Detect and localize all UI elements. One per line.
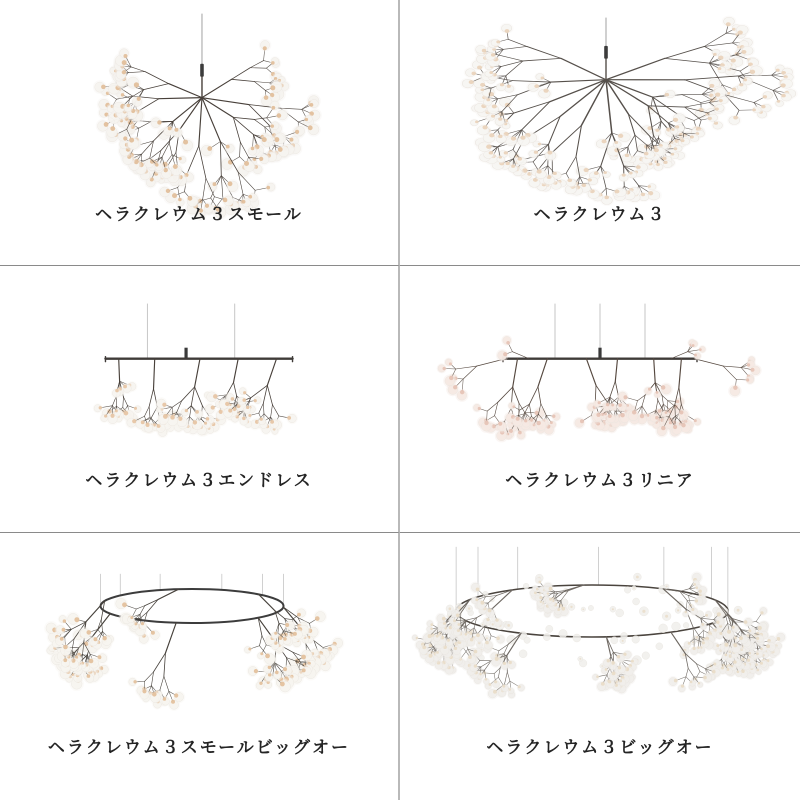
product-image	[0, 0, 398, 265]
product-card-heracleum-big-o[interactable]	[400, 533, 800, 800]
product-name: ヘラクレウム３リニア	[505, 471, 695, 490]
product-image	[400, 533, 800, 800]
product-card-heracleum-3[interactable]	[400, 0, 800, 266]
chandelier-illustration-ring-small	[0, 533, 398, 800]
product-card-heracleum-endless[interactable]	[0, 266, 400, 533]
product-image	[0, 266, 398, 532]
product-name: ヘラクレウム３スモールビッグオー	[47, 738, 351, 757]
product-image	[400, 0, 800, 265]
chandelier-illustration-radial-small	[0, 0, 398, 265]
chandelier-illustration-bar-long	[400, 266, 800, 532]
chandelier-illustration-radial	[400, 0, 800, 265]
product-name: ヘラクレウム３スモール	[95, 205, 303, 224]
product-card-heracleum-linear[interactable]	[400, 266, 800, 533]
product-name: ヘラクレウム３	[533, 205, 667, 224]
product-card-heracleum-small[interactable]	[0, 0, 400, 266]
product-name: ヘラクレウム３エンドレス	[85, 471, 313, 490]
product-name: ヘラクレウム３ビッグオー	[486, 738, 714, 757]
chandelier-illustration-ring-large	[400, 533, 800, 800]
product-image	[0, 533, 398, 800]
chandelier-illustration-bar-short	[0, 266, 398, 532]
product-image	[400, 266, 800, 532]
product-card-heracleum-small-big-o[interactable]	[0, 533, 400, 800]
